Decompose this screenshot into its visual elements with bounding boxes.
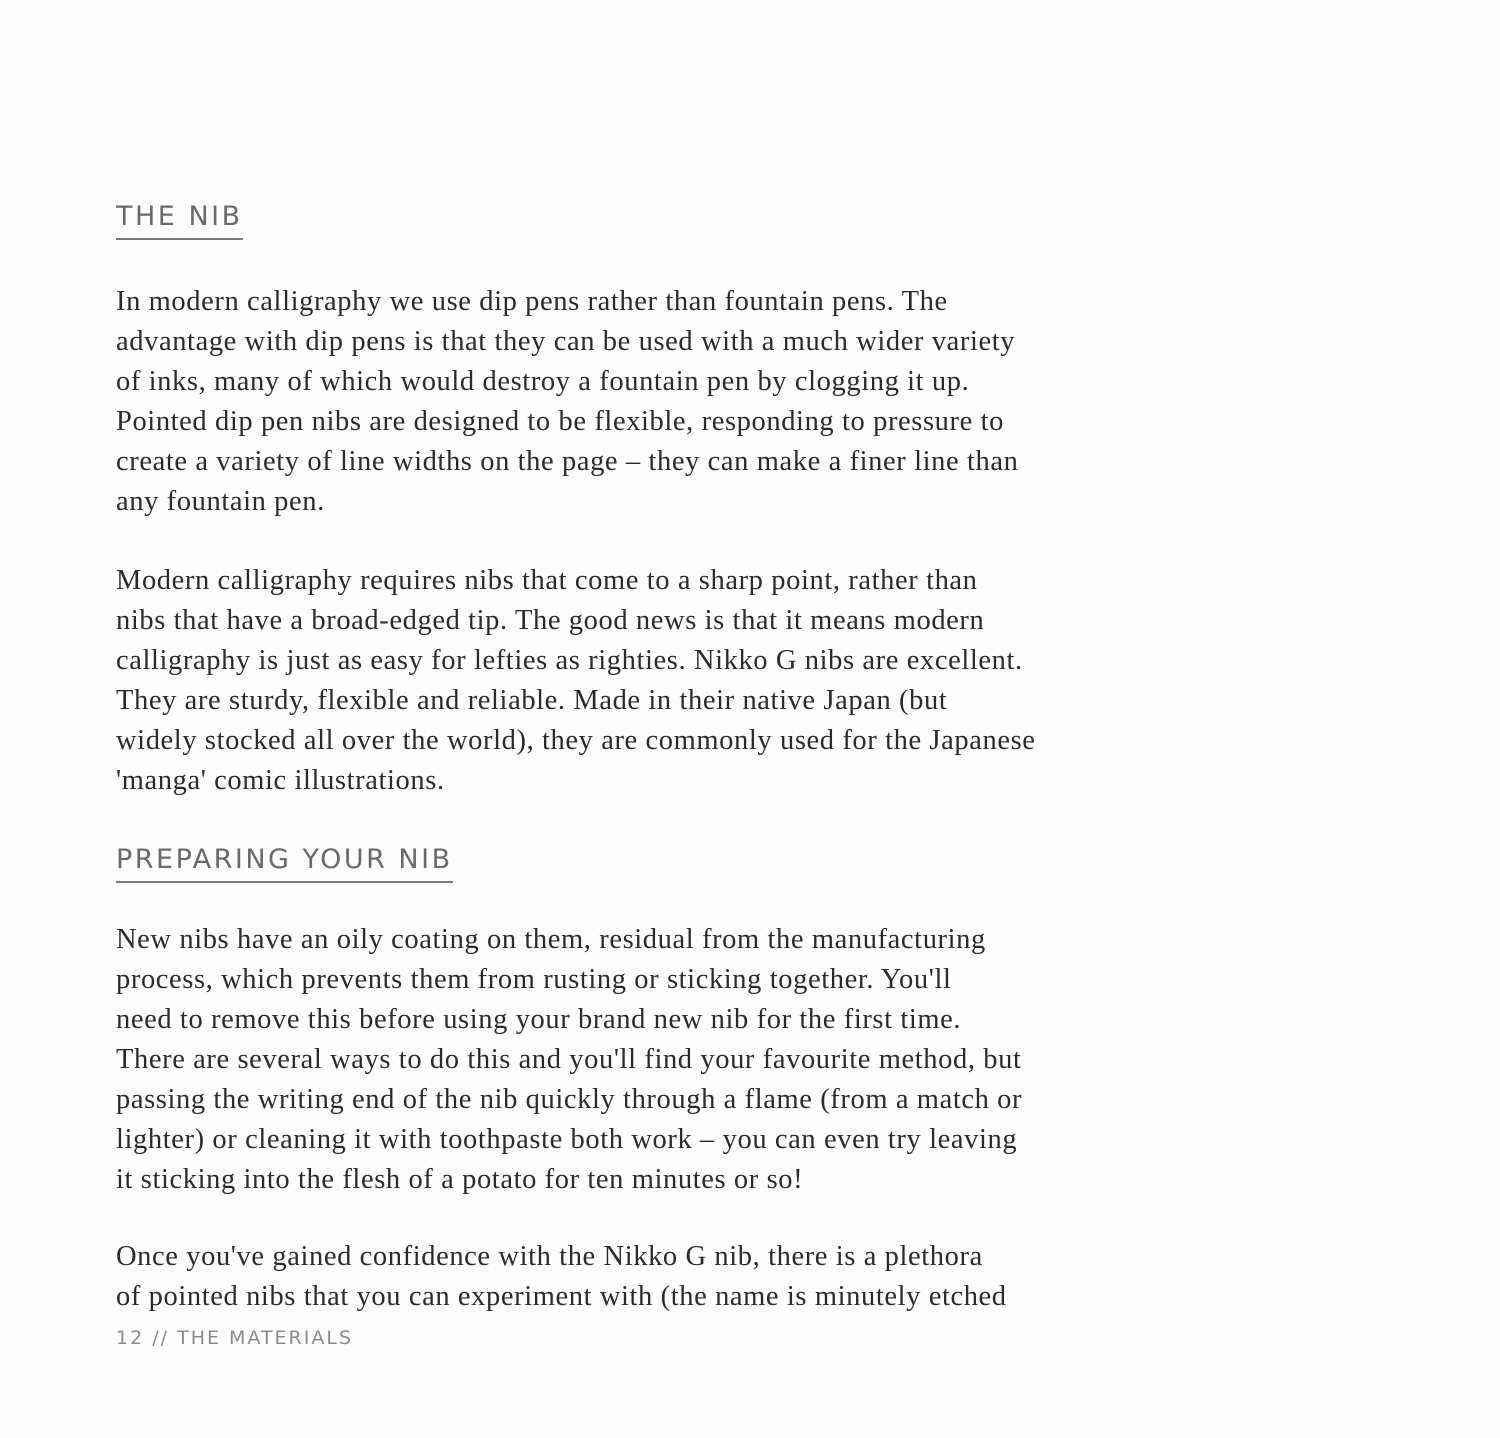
text-line: process, which prevents them from rusting or sticking together. You'll	[116, 964, 952, 995]
text-line: 'manga' comic illustrations.	[116, 765, 445, 796]
text-line: need to remove this before using your brand new nib for the first time.	[116, 1004, 962, 1035]
section-heading-the-nib: THE NIB	[116, 202, 243, 240]
text-line: widely stocked all over the world), they are commonly used for the Japanese	[116, 725, 1036, 756]
paragraph-dip-pens	[116, 282, 1146, 522]
text-line: passing the writing end of the nib quickly through a flame (from a match or	[116, 1084, 1023, 1115]
text-line: They are sturdy, flexible and reliable. Made in their native Japan (but	[116, 685, 948, 716]
page-footer	[116, 1327, 353, 1349]
text-line: create a variety of line widths on the page – they can make a finer line than	[116, 446, 1019, 477]
chapter-title: THE MATERIALS	[177, 1327, 354, 1349]
page-number: 12	[116, 1327, 145, 1349]
text-line: New nibs have an oily coating on them, residual from the manufacturing	[116, 924, 986, 955]
text-line: calligraphy is just as easy for lefties as righties. Nikko G nibs are excellent.	[116, 645, 1023, 676]
text-line: There are several ways to do this and you'll find your favourite method, but	[116, 1044, 1022, 1075]
footer-separator: //	[152, 1327, 170, 1349]
text-line: Modern calligraphy requires nibs that come to a sharp point, rather than	[116, 565, 978, 596]
text-line: Pointed dip pen nibs are designed to be flexible, responding to pressure to	[116, 406, 1004, 437]
text-line: of inks, many of which would destroy a fountain pen by clogging it up.	[116, 366, 970, 397]
text-line: of pointed nibs that you can experiment with (the name is minutely etched	[116, 1281, 1007, 1312]
section-heading-preparing-your-nib: PREPARING YOUR NIB	[116, 845, 453, 883]
text-line: any fountain pen.	[116, 486, 325, 517]
text-line: nibs that have a broad-edged tip. The good news is that it means modern	[116, 605, 985, 636]
paragraph-other-nibs	[116, 1237, 1146, 1317]
text-line: advantage with dip pens is that they can be used with a much wider variety	[116, 326, 1016, 357]
text-line: Once you've gained confidence with the Nikko G nib, there is a plethora	[116, 1241, 983, 1272]
paragraph-pointed-nibs	[116, 561, 1146, 801]
text-line: it sticking into the flesh of a potato for ten minutes or so!	[116, 1164, 804, 1195]
paragraph-oily-coating	[116, 920, 1146, 1200]
text-line: lighter) or cleaning it with toothpaste both work – you can even try leaving	[116, 1124, 1018, 1155]
text-line: In modern calligraphy we use dip pens rather than fountain pens. The	[116, 286, 948, 317]
